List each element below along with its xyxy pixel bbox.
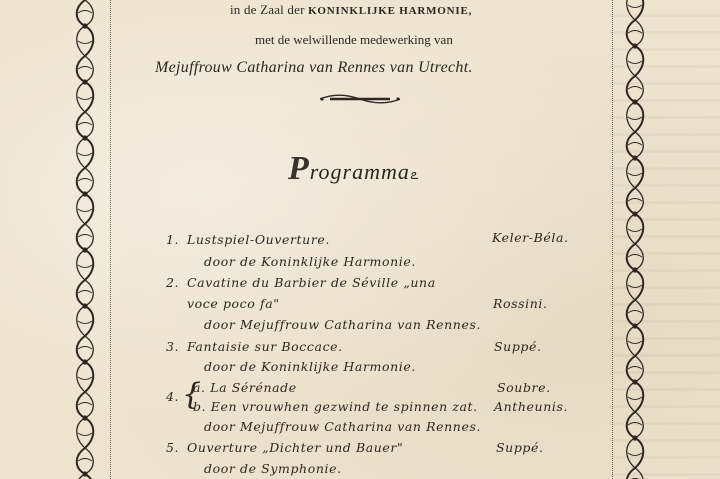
item-performer: door de Koninklijke Harmonie. (204, 359, 416, 374)
item-composer: Keler-Béla. (492, 230, 569, 245)
right-ornamental-border (622, 0, 648, 479)
programme-title-initial: P (288, 150, 310, 187)
brace-symbol: { (182, 377, 202, 412)
item-title: Ouverture „Dichter und Bauer" (187, 440, 404, 455)
item-title: Fantaisie sur Boccace. (187, 339, 343, 354)
venue-prefix: in de Zaal der (230, 2, 305, 17)
item-composer-b: Antheunis. (494, 399, 569, 414)
left-inner-rule (110, 0, 111, 479)
item-performer: door Mejuffrouw Catharina van Rennes. (204, 419, 482, 434)
item-number: 1. (166, 232, 180, 247)
item-number: 4. (166, 389, 180, 404)
programme-title: Programmaఽ (288, 150, 420, 187)
cooperation-line: met de welwillende medewerking van (255, 32, 453, 47)
item-composer: Rossini. (493, 296, 548, 311)
item-title-a: a. La Sérénade (193, 380, 297, 395)
item-performer: door de Koninklijke Harmonie. (204, 254, 416, 269)
item-number: 2. (166, 275, 180, 290)
item-title: Lustspiel-Ouverture. (187, 232, 330, 247)
item-composer-a: Soubre. (497, 380, 551, 395)
venue-name: KONINKLIJKE HARMONIE, (308, 5, 473, 17)
item-composer: Suppé. (496, 440, 544, 455)
item-performer: door Mejuffrouw Catharina van Rennes. (204, 317, 482, 332)
item-title-continued: voce poco fa" (187, 296, 280, 311)
programme-title-rest: rogramma (309, 159, 410, 184)
divider-flourish (318, 92, 402, 111)
venue-line (230, 2, 472, 18)
soloist-line: Mejuffrouw Catharina van Rennes van Utrecht. (155, 59, 473, 76)
item-title: Cavatine du Barbier de Séville „una (187, 275, 436, 290)
right-inner-rule (612, 0, 613, 479)
item-composer: Suppé. (494, 339, 542, 354)
item-performer: door de Symphonie. (204, 461, 342, 476)
item-number: 3. (166, 339, 180, 354)
item-title-b: b. Een vrouwhen gezwind te spinnen zat. (193, 399, 478, 414)
item-number: 5. (166, 440, 180, 455)
left-ornamental-border (72, 0, 98, 479)
